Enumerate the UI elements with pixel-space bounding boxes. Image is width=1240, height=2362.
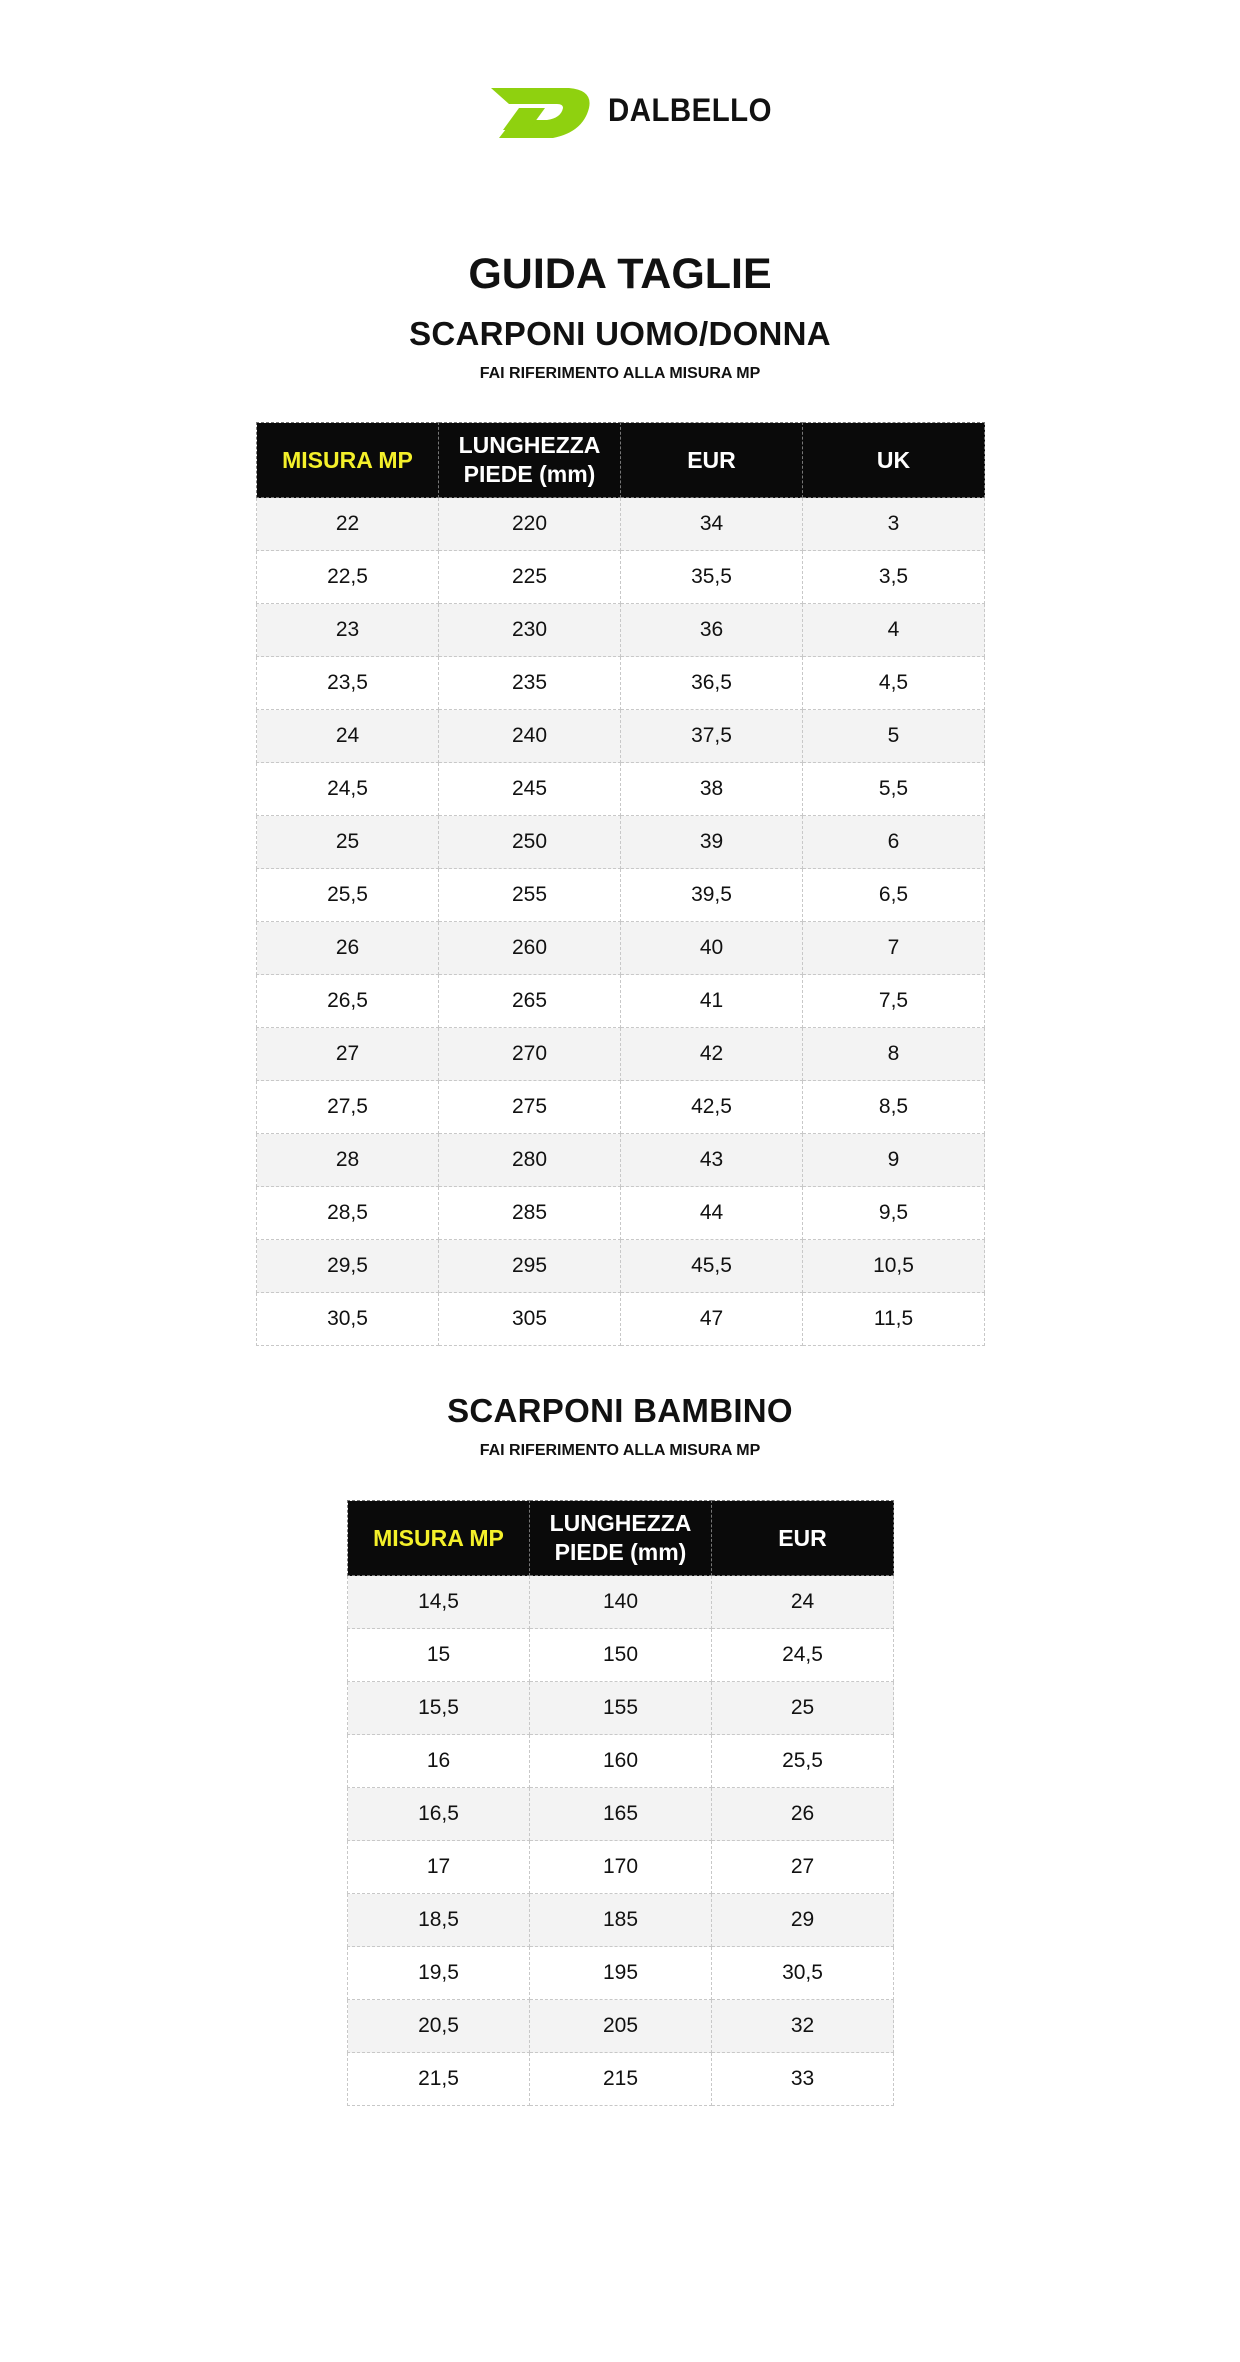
col-header-lunghezza [530, 1501, 712, 1576]
table-cell: 280 [439, 1134, 621, 1187]
table-row [257, 498, 985, 551]
table-cell: 45,5 [621, 1240, 803, 1293]
table-cell: 205 [530, 2000, 712, 2053]
table-cell: 215 [530, 2053, 712, 2106]
table-row [257, 763, 985, 816]
table-row [257, 922, 985, 975]
table-cell: 24,5 [257, 763, 439, 816]
table-cell: 22 [257, 498, 439, 551]
table-row [257, 1028, 985, 1081]
table-cell: 4,5 [803, 657, 985, 710]
col-header-lunghezza-line2: PIEDE (mm) [463, 461, 596, 487]
table-cell: 230 [439, 604, 621, 657]
table-cell: 39,5 [621, 869, 803, 922]
table-cell: 39 [621, 816, 803, 869]
table-row [348, 2000, 894, 2053]
table-cell: 15,5 [348, 1682, 530, 1735]
kids-size-table [347, 1500, 894, 2106]
table-cell: 23,5 [257, 657, 439, 710]
table-cell: 32 [712, 2000, 894, 2053]
table-cell: 20,5 [348, 2000, 530, 2053]
table-cell: 245 [439, 763, 621, 816]
table-cell: 27 [712, 1841, 894, 1894]
table-cell: 36,5 [621, 657, 803, 710]
adult-note: FAI RIFERIMENTO ALLA MISURA MP [479, 365, 761, 382]
col-header-lunghezza-line1: LUNGHEZZA [458, 432, 601, 458]
kids-heading: SCARPONI BAMBINO [447, 1392, 793, 1429]
kids-note: FAI RIFERIMENTO ALLA MISURA MP [479, 1442, 761, 1459]
table-cell: 260 [439, 922, 621, 975]
table-row [257, 551, 985, 604]
table-cell: 25,5 [712, 1735, 894, 1788]
table-row [257, 975, 985, 1028]
table-row [348, 1894, 894, 1947]
page-title: GUIDA TAGLIE [468, 250, 772, 298]
table-cell: 33 [712, 2053, 894, 2106]
table-cell: 3 [803, 498, 985, 551]
table-cell: 36 [621, 604, 803, 657]
table-row [348, 1629, 894, 1682]
table-cell: 305 [439, 1293, 621, 1346]
table-cell: 250 [439, 816, 621, 869]
table-cell: 35,5 [621, 551, 803, 604]
table-cell: 25,5 [257, 869, 439, 922]
table-cell: 6,5 [803, 869, 985, 922]
table-cell: 47 [621, 1293, 803, 1346]
table-cell: 22,5 [257, 551, 439, 604]
table-cell: 7 [803, 922, 985, 975]
table-cell: 7,5 [803, 975, 985, 1028]
table-cell: 24,5 [712, 1629, 894, 1682]
col-header-lunghezza [439, 423, 621, 498]
table-row [257, 1187, 985, 1240]
table-cell: 25 [712, 1682, 894, 1735]
col-header-misura-mp: MISURA MP [348, 1501, 530, 1576]
table-cell: 155 [530, 1682, 712, 1735]
table-cell: 6 [803, 816, 985, 869]
table-cell: 30,5 [257, 1293, 439, 1346]
table-cell: 42,5 [621, 1081, 803, 1134]
table-cell: 44 [621, 1187, 803, 1240]
table-cell: 220 [439, 498, 621, 551]
table-cell: 285 [439, 1187, 621, 1240]
table-cell: 195 [530, 1947, 712, 2000]
table-cell: 16 [348, 1735, 530, 1788]
table-cell: 27,5 [257, 1081, 439, 1134]
brand-name: DALBELLO [608, 92, 772, 128]
table-cell: 10,5 [803, 1240, 985, 1293]
table-cell: 23 [257, 604, 439, 657]
table-cell: 185 [530, 1894, 712, 1947]
table-cell: 165 [530, 1788, 712, 1841]
table-cell: 240 [439, 710, 621, 763]
table-row [257, 816, 985, 869]
table-cell: 255 [439, 869, 621, 922]
table-cell: 3,5 [803, 551, 985, 604]
table-cell: 8,5 [803, 1081, 985, 1134]
table-row [348, 1735, 894, 1788]
table-cell: 24 [257, 710, 439, 763]
table-cell: 9 [803, 1134, 985, 1187]
table-cell: 26 [712, 1788, 894, 1841]
table-cell: 18,5 [348, 1894, 530, 1947]
table-cell: 9,5 [803, 1187, 985, 1240]
table-cell: 27 [257, 1028, 439, 1081]
table-cell: 225 [439, 551, 621, 604]
table-row [257, 657, 985, 710]
table-cell: 25 [257, 816, 439, 869]
table-row [257, 1293, 985, 1346]
table-cell: 41 [621, 975, 803, 1028]
col-header-uk: UK [803, 423, 985, 498]
table-row [348, 1788, 894, 1841]
table-cell: 8 [803, 1028, 985, 1081]
table-cell: 4 [803, 604, 985, 657]
table-cell: 34 [621, 498, 803, 551]
table-cell: 5,5 [803, 763, 985, 816]
col-header-eur: EUR [621, 423, 803, 498]
col-header-lunghezza-line1: LUNGHEZZA [549, 1510, 692, 1536]
table-cell: 21,5 [348, 2053, 530, 2106]
dalbello-d-mark-icon [489, 88, 593, 138]
table-cell: 38 [621, 763, 803, 816]
table-cell: 265 [439, 975, 621, 1028]
adult-heading: SCARPONI UOMO/DONNA [409, 315, 831, 352]
table-row [257, 1081, 985, 1134]
table-row [348, 1947, 894, 2000]
table-cell: 275 [439, 1081, 621, 1134]
table-cell: 11,5 [803, 1293, 985, 1346]
table-cell: 170 [530, 1841, 712, 1894]
table-cell: 43 [621, 1134, 803, 1187]
col-header-lunghezza-line2: PIEDE (mm) [554, 1539, 687, 1565]
table-cell: 17 [348, 1841, 530, 1894]
table-row [348, 1576, 894, 1629]
table-cell: 29,5 [257, 1240, 439, 1293]
table-cell: 28 [257, 1134, 439, 1187]
table-cell: 26,5 [257, 975, 439, 1028]
table-cell: 5 [803, 710, 985, 763]
table-cell: 26 [257, 922, 439, 975]
table-row [257, 1134, 985, 1187]
col-header-eur: EUR [712, 1501, 894, 1576]
table-cell: 42 [621, 1028, 803, 1081]
table-cell: 16,5 [348, 1788, 530, 1841]
table-row [257, 1240, 985, 1293]
table-cell: 29 [712, 1894, 894, 1947]
table-cell: 270 [439, 1028, 621, 1081]
table-cell: 19,5 [348, 1947, 530, 2000]
table-cell: 40 [621, 922, 803, 975]
table-row [257, 869, 985, 922]
table-cell: 30,5 [712, 1947, 894, 2000]
table-cell: 28,5 [257, 1187, 439, 1240]
table-cell: 235 [439, 657, 621, 710]
table-cell: 140 [530, 1576, 712, 1629]
table-row [348, 2053, 894, 2106]
brand-logo [0, 82, 1240, 142]
table-row [348, 1841, 894, 1894]
table-cell: 150 [530, 1629, 712, 1682]
table-cell: 15 [348, 1629, 530, 1682]
table-row [348, 1682, 894, 1735]
col-header-misura-mp: MISURA MP [257, 423, 439, 498]
adult-size-table [256, 422, 985, 1346]
table-cell: 160 [530, 1735, 712, 1788]
table-cell: 14,5 [348, 1576, 530, 1629]
table-row [257, 710, 985, 763]
table-row [257, 604, 985, 657]
table-cell: 24 [712, 1576, 894, 1629]
table-cell: 295 [439, 1240, 621, 1293]
table-cell: 37,5 [621, 710, 803, 763]
